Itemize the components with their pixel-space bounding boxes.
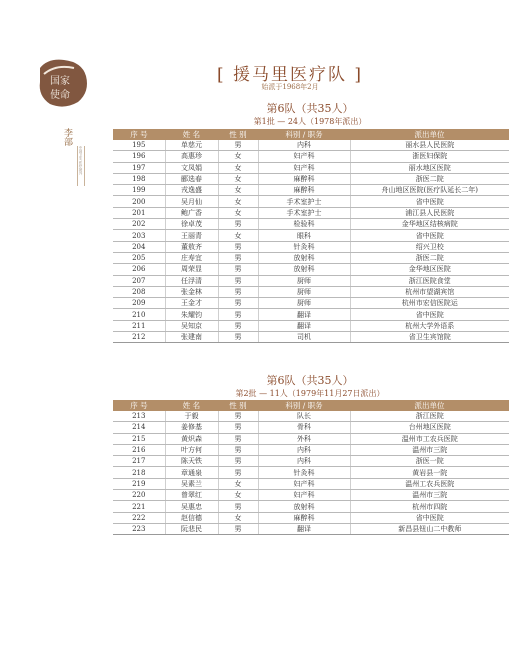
- table-cell: 男: [218, 309, 258, 320]
- table-cell: 女: [218, 207, 258, 218]
- table-cell: 针灸科: [258, 241, 350, 252]
- table-cell: 206: [113, 264, 165, 275]
- table-cell: 197: [113, 162, 165, 173]
- table-cell: 199: [113, 185, 165, 196]
- table-cell: 浙江医院: [350, 411, 509, 422]
- table-cell: 杭州市望湖宾馆: [350, 286, 509, 297]
- table-cell: 女: [218, 173, 258, 184]
- table-cell: 省中医院: [350, 230, 509, 241]
- table-cell: 198: [113, 173, 165, 184]
- table-cell: 翻译: [258, 523, 350, 534]
- seal-logo: [34, 54, 90, 110]
- table-row: [113, 286, 509, 297]
- table-cell: 郦选春: [165, 173, 218, 184]
- table-cell: 妇产科: [258, 151, 350, 162]
- side-label: 李部: [62, 128, 72, 146]
- table-cell: 鲍广香: [165, 207, 218, 218]
- table-cell: 214: [113, 422, 165, 433]
- table-cell: 195: [113, 140, 165, 151]
- table-row: [113, 275, 509, 286]
- table-cell: 220: [113, 490, 165, 501]
- table-cell: 针灸科: [258, 467, 350, 478]
- table-cell: 舟山地区医院(医疗队延长二年): [350, 185, 509, 196]
- table-cell: 浙江医院食堂: [350, 275, 509, 286]
- table-cell: 男: [218, 320, 258, 331]
- column-header: 科别 / 职务: [258, 400, 350, 411]
- table-cell: 手术室护士: [258, 196, 350, 207]
- table-cell: 200: [113, 196, 165, 207]
- table-cell: 妇产科: [258, 162, 350, 173]
- table-cell: 吴惠忠: [165, 501, 218, 512]
- table-cell: 内科: [258, 444, 350, 455]
- page-title: [ 援马里医疗队 ]: [216, 65, 364, 85]
- svg-text:国家: 国家: [50, 76, 70, 87]
- table-cell: 男: [218, 332, 258, 343]
- table-cell: 浙医二院: [350, 173, 509, 184]
- column-header: 科别 / 职务: [258, 129, 350, 140]
- table-cell: 207: [113, 275, 165, 286]
- table-cell: 温州市三院: [350, 444, 509, 455]
- table-cell: 杭州市四院: [350, 501, 509, 512]
- table-cell: 男: [218, 433, 258, 444]
- table-cell: 男: [218, 286, 258, 297]
- table-cell: 204: [113, 241, 165, 252]
- table-row: [113, 478, 509, 489]
- table-cell: 男: [218, 523, 258, 534]
- table-row: [113, 501, 509, 512]
- table-row: [113, 309, 509, 320]
- table-cell: 翻译: [258, 309, 350, 320]
- table-cell: 男: [218, 298, 258, 309]
- table-row: [113, 433, 509, 444]
- table-cell: 221: [113, 501, 165, 512]
- table-header-row: [113, 129, 509, 140]
- table-cell: 温州市三院: [350, 490, 509, 501]
- section1-heading: [210, 100, 410, 127]
- table-cell: 朱耀钧: [165, 309, 218, 320]
- table-cell: 222: [113, 512, 165, 523]
- table-cell: 阮悲民: [165, 523, 218, 534]
- table-cell: 曾翠红: [165, 490, 218, 501]
- table-cell: 放射科: [258, 501, 350, 512]
- table-row: [113, 252, 509, 263]
- table-header-row: [113, 400, 509, 411]
- table-cell: 陈天铁: [165, 456, 218, 467]
- table-cell: 麻醉科: [258, 173, 350, 184]
- table-cell: 女: [218, 478, 258, 489]
- table-cell: 209: [113, 298, 165, 309]
- table-cell: 队长: [258, 411, 350, 422]
- table-cell: 男: [218, 219, 258, 230]
- table-cell: 放射科: [258, 264, 350, 275]
- table-cell: 男: [218, 411, 258, 422]
- table-cell: 217: [113, 456, 165, 467]
- table-cell: 新昌县钮山二中教师: [350, 523, 509, 534]
- table-cell: 216: [113, 444, 165, 455]
- table-cell: 浦江县人民医院: [350, 207, 509, 218]
- table-row: [113, 467, 509, 478]
- table-cell: 放射科: [258, 252, 350, 263]
- table-cell: 麻醉科: [258, 512, 350, 523]
- table-cell: 王丽青: [165, 230, 218, 241]
- section1-subtitle: 第1批 — 24人（1978年派出）: [253, 117, 367, 126]
- table-cell: 212: [113, 332, 165, 343]
- table-cell: 女: [218, 151, 258, 162]
- table-cell: 外科: [258, 433, 350, 444]
- table-cell: 丽水县人民医院: [350, 140, 509, 151]
- table-cell: 男: [218, 444, 258, 455]
- column-header: 派出单位: [350, 400, 509, 411]
- table-row: [113, 264, 509, 275]
- table-cell: 张建南: [165, 332, 218, 343]
- table-cell: 男: [218, 241, 258, 252]
- table-cell: 219: [113, 478, 165, 489]
- table-cell: 男: [218, 140, 258, 151]
- table-cell: 211: [113, 320, 165, 331]
- table-cell: 男: [218, 501, 258, 512]
- table-cell: 202: [113, 219, 165, 230]
- table-row: [113, 444, 509, 455]
- table-cell: 厨师: [258, 286, 350, 297]
- table-cell: 男: [218, 275, 258, 286]
- table-cell: 文凤娟: [165, 162, 218, 173]
- page-subtitle: 始派于1968年2月: [261, 83, 319, 91]
- table-cell: 男: [218, 264, 258, 275]
- table-cell: 男: [218, 422, 258, 433]
- table-cell: 高惠珍: [165, 151, 218, 162]
- table-cell: 吴月仙: [165, 196, 218, 207]
- table-cell: 骨科: [258, 422, 350, 433]
- table-cell: 翻译: [258, 320, 350, 331]
- table-cell: 金华地区医院: [350, 264, 509, 275]
- table-cell: 浙医二院: [350, 252, 509, 263]
- svg-text:使命: 使命: [50, 90, 70, 101]
- table-cell: 张金林: [165, 286, 218, 297]
- table-cell: 省卫生宾馆院: [350, 332, 509, 343]
- table-cell: 章通泉: [165, 467, 218, 478]
- table-row: [113, 140, 509, 151]
- table-cell: 203: [113, 230, 165, 241]
- table-row: [113, 207, 509, 218]
- table-cell: 庄寿宜: [165, 252, 218, 263]
- roster-table-2: [113, 400, 509, 535]
- table-cell: 妇产科: [258, 490, 350, 501]
- table-cell: 王金才: [165, 298, 218, 309]
- table-cell: 妇产科: [258, 478, 350, 489]
- table-row: [113, 456, 509, 467]
- table-row: [113, 230, 509, 241]
- table-cell: 姜修基: [165, 422, 218, 433]
- table-row: [113, 320, 509, 331]
- table-cell: 男: [218, 456, 258, 467]
- table-row: [113, 512, 509, 523]
- table-cell: 厨师: [258, 298, 350, 309]
- section2-heading: [210, 372, 410, 399]
- table-row: [113, 490, 509, 501]
- table-cell: 215: [113, 433, 165, 444]
- table-cell: 司机: [258, 332, 350, 343]
- table-cell: 杭州大学外语系: [350, 320, 509, 331]
- table-row: [113, 219, 509, 230]
- column-header: 性 别: [218, 129, 258, 140]
- roster-table-1: [113, 129, 509, 343]
- table-cell: 厨师: [258, 275, 350, 286]
- table-cell: 徐卓茂: [165, 219, 218, 230]
- table-row: [113, 523, 509, 534]
- table-cell: 浙医妇保院: [350, 151, 509, 162]
- table-row: [113, 151, 509, 162]
- table-cell: 210: [113, 309, 165, 320]
- table-cell: 223: [113, 523, 165, 534]
- table-cell: 男: [218, 252, 258, 263]
- table-cell: 任浮清: [165, 275, 218, 286]
- table-cell: 周荣显: [165, 264, 218, 275]
- table-cell: 戎逸盛: [165, 185, 218, 196]
- table-cell: 196: [113, 151, 165, 162]
- table-cell: 吴素兰: [165, 478, 218, 489]
- table-cell: 208: [113, 286, 165, 297]
- table-cell: 女: [218, 490, 258, 501]
- table-cell: 205: [113, 252, 165, 263]
- table-row: [113, 298, 509, 309]
- table-cell: 丽水地区医院: [350, 162, 509, 173]
- table-cell: 女: [218, 185, 258, 196]
- column-header: 性 别: [218, 400, 258, 411]
- table-cell: 叶方何: [165, 444, 218, 455]
- table-cell: 省中医院: [350, 512, 509, 523]
- table-row: [113, 422, 509, 433]
- table-cell: 于毅: [165, 411, 218, 422]
- table-cell: 手术室护士: [258, 207, 350, 218]
- table-cell: 温州工农兵医院: [350, 478, 509, 489]
- table-cell: 吴知京: [165, 320, 218, 331]
- table-cell: 温州市工农兵医院: [350, 433, 509, 444]
- section2-title: 第6队（共35人）: [266, 374, 354, 387]
- section2-subtitle: 第2批 — 11人（1979年11月27日派出）: [235, 389, 385, 398]
- table-cell: 省中医院: [350, 196, 509, 207]
- table-row: [113, 185, 509, 196]
- column-header: 派出单位: [350, 129, 509, 140]
- table-cell: 201: [113, 207, 165, 218]
- table-cell: 杭州市宏信医院运: [350, 298, 509, 309]
- table-row: [113, 411, 509, 422]
- table-cell: 内科: [258, 140, 350, 151]
- table-row: [113, 241, 509, 252]
- table-row: [113, 332, 509, 343]
- column-header: 序 号: [113, 129, 165, 140]
- column-header: 姓 名: [165, 400, 218, 411]
- table-cell: 黄炽森: [165, 433, 218, 444]
- table-cell: 台州地区医院: [350, 422, 509, 433]
- table-cell: 赵信德: [165, 512, 218, 523]
- table-row: [113, 173, 509, 184]
- table-cell: 检验科: [258, 219, 350, 230]
- table-cell: 黄岩县一院: [350, 467, 509, 478]
- table-cell: 内科: [258, 456, 350, 467]
- table-row: [113, 196, 509, 207]
- table-cell: 眼科: [258, 230, 350, 241]
- table-cell: 董敖齐: [165, 241, 218, 252]
- section1-title: 第6队（共35人）: [266, 102, 354, 115]
- table-cell: 218: [113, 467, 165, 478]
- table-cell: 女: [218, 512, 258, 523]
- table-cell: 省中医院: [350, 309, 509, 320]
- table-cell: 浙医一院: [350, 456, 509, 467]
- table-cell: 单慈元: [165, 140, 218, 151]
- table-row: [113, 162, 509, 173]
- side-sub-text: 中国卫生·医疗援外: [77, 146, 85, 186]
- table-cell: 女: [218, 230, 258, 241]
- table-cell: 女: [218, 196, 258, 207]
- table-cell: 绍兴卫校: [350, 241, 509, 252]
- table-cell: 男: [218, 467, 258, 478]
- table-cell: 213: [113, 411, 165, 422]
- table-cell: 女: [218, 162, 258, 173]
- column-header: 姓 名: [165, 129, 218, 140]
- table-cell: 麻醉科: [258, 185, 350, 196]
- column-header: 序 号: [113, 400, 165, 411]
- table-cell: 金华地区结核病院: [350, 219, 509, 230]
